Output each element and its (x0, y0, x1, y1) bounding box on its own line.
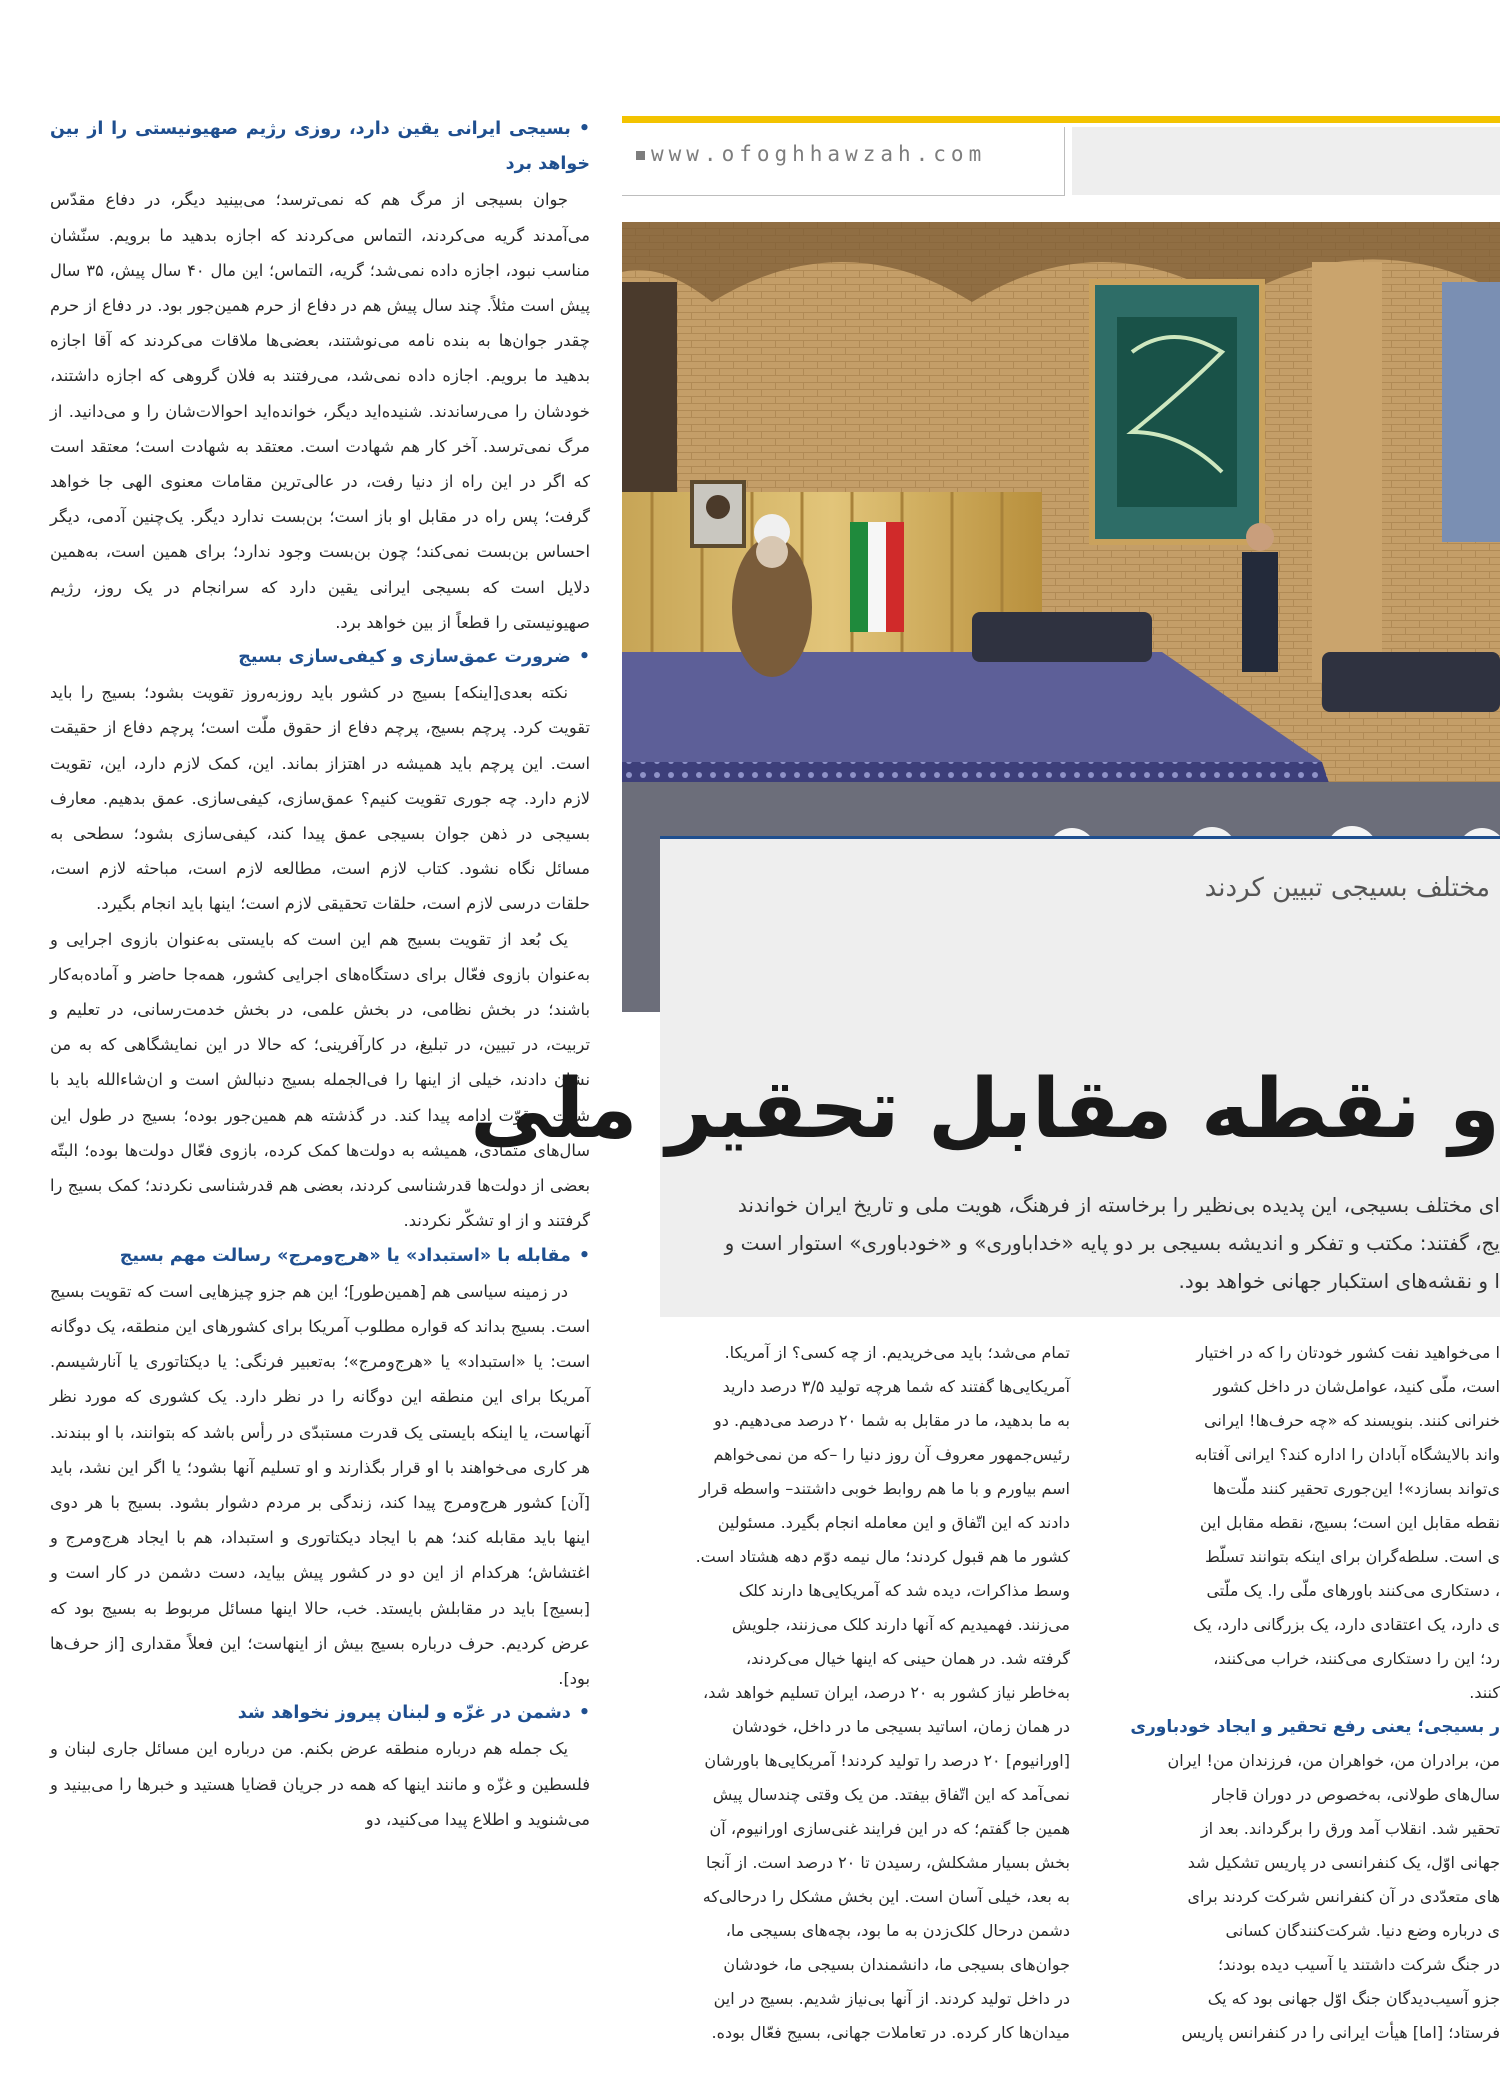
text-line: نقطه مقابل این است؛ بسیج، نقطه مقابل این (1199, 1513, 1500, 1532)
text-line: سال‌های طولانی، به‌خصوص در دوران قاجار (1212, 1785, 1500, 1804)
body-paragraph: جوان بسیجی از مرگ هم که نمی‌ترسد؛ می‌بینید دیگر، در دفاع مقدّس می‌آمدند گریه می‌کردند، التماس می‌کردند که اجازه بدهید ما برویم. سنّشان مناسب نبود، اجازه داده نمی‌شد؛ گریه، التماس؛ این مال ۴۰ سال پیش، ۳۵ سال پیش است مثلاً. چند سال پیش هم در دفاع از حرم همین‌جور بود. در دفاع از حرم چقدر جوان‌ها به بنده نامه می‌نوشتند، بعضی‌ها ملاقات می‌کردند که آقا اجازه بدهید ما برویم. اجازه داده نمی‌شد، می‌رفتند به فلان گروهی که اجازه داشتند، خودشان را می‌رساندند. شنیده‌اید دیگر، خوانده‌اید احوالات‌شان را و می‌دانید. از مرگ نمی‌ترسد. آخر کار هم شهادت است. معتقد به شهادت است؛ معتقد است که اگر در این راه از دنیا رفت، در عالی‌ترین مقامات معنوی الهی جا خواهد گرفت؛ پس راه در مقابل او باز است؛ بن‌بست ندارد دیگر. یک‌چنین آدمی، دیگر احساس بن‌بست نمی‌کند؛ چون بن‌بست وجود ندارد؛ برای همین است، به‌همین دلایل است که بسیجی ایرانی یقین دارد که سرانجام در یک روز، رژیم صهیونیستی را قطعاً از بین خواهد برد. (50, 190, 590, 632)
left-article-column (50, 112, 590, 1837)
body-paragraph: یک جمله هم درباره منطقه عرض بکنم. من درباره این مسائل جاری لبنان و فلسطین و غزّه و مانند اینها که همه در جریان قضایا هستید و خبرها را می‌بینید و می‌شنوید و اطلاع پیدا می‌کنید، دو (50, 1739, 590, 1829)
right-column-top (1110, 1336, 1500, 1710)
text-line: ، دستکاری می‌کنند باورهای ملّی را. یک ملّتی (1206, 1581, 1500, 1600)
text-line: خنرانی کنند. بنویسند که «چه حرف‌ها! ایرانی (1204, 1411, 1500, 1430)
middle-article-column (630, 1336, 1070, 2050)
section-heading (50, 1696, 590, 1731)
lede-line: یج، گفتند: مکتب و تفکر و اندیشه بسیجی بر دو پایه «خداباوری» و «خودباوری» استوار است و (724, 1231, 1500, 1255)
text-line: وسط مذاکرات، دیده شد که آمریکایی‌ها دارند کلک (738, 1581, 1070, 1600)
section-heading-text: ضرورت عمق‌سازی و کیفی‌سازی بسیج (238, 647, 571, 668)
text-line: همین جا گفتم؛ که در این فرایند غنی‌سازی اورانیوم، آن (709, 1819, 1070, 1838)
text-line: نمی‌آمد که این اتّفاق بیفتد. من یک وقتی چندسال پیش (712, 1785, 1070, 1804)
headline-subtitle: مختلف بسیجی تبیین کردند (1204, 873, 1490, 903)
text-line: کشور ما هم قبول کردند؛ مال نیمه دوّم دهه هشتاد است. (695, 1547, 1070, 1566)
right-article-column (1110, 1336, 1500, 2050)
yellow-accent-line (622, 116, 1500, 123)
text-line: میدان‌ها کار کرده. در تعاملات جهانی، بسیج فعّال بوده. (711, 2023, 1070, 2042)
text-line: ی درباره وضع دنیا. شرکت‌کنندگان کسانی (1225, 1921, 1500, 1940)
bullet-icon: • (578, 1703, 590, 1724)
text-line: به ما بدهید، ما در مقابل به شما ۲۰ درصد می‌دهیم. دو (714, 1411, 1070, 1430)
text-line: در داخل تولید کردند. از آنها بی‌نیاز شدیم. بسیج در این (713, 1989, 1070, 2008)
text-line: گرفته شد. در همان حینی که اینها خیال می‌کردند، (745, 1649, 1070, 1668)
section-heading-text: دشمن در غزّه و لبنان پیروز نخواهد شد (237, 1703, 571, 1724)
section-heading (50, 112, 590, 182)
text-line: است، ملّی کنید، عوامل‌شان در داخل کشور (1213, 1377, 1500, 1396)
text-line: جوان‌های بسیجی ما، دانشمندان بسیجی ما، خودشان (723, 1955, 1070, 1974)
text-line: ی دارد، یک اعتقادی دارد، یک بزرگانی دارد، یک (1192, 1615, 1500, 1634)
text-line: به‌خاطر نیاز کشور به ۲۰ درصد، ایران تسلیم خواهد شد، (703, 1683, 1070, 1702)
text-line: تحقیر شد. انقلاب آمد ورق را برگرداند. بعد از (1200, 1819, 1500, 1838)
text-line: بخش بسیار مشکلش، رسیدن تا ۲۰ درصد است. از آنجا (705, 1853, 1070, 1872)
text-line: در جنگ شرکت داشتند یا آسیب دیده بودند؛ (1218, 1955, 1500, 1974)
headline-lede (676, 1186, 1500, 1300)
body-paragraph: در زمینه سیاسی هم [همین‌طور]؛ این هم جزو چیزهایی است که تقویت بسیج است. بسیج بداند که قواره مطلوب آمریکا برای کشورهای این منطقه، یک دوگانه است: یا «استبداد» یا «هرج‌ومرج»؛ به‌تعبیر فرنگی: یا دیکتاتوری یا آنارشیسم. آمریکا برای این منطقه این دوگانه را در نظر دارد. یک کشوری که مورد نظر آنهاست، یا اینکه بایستی یک قدرت مستبدّی در رأس باشد که بتوانند، با او ببندند. هر کاری می‌خواهند با او قرار بگذارند و او تسلیم آنها بشود؛ یا اگر این نشد، باید [آن] کشور هرج‌ومرج پیدا کند، زندگی بر مردم دشوار بشود. بسیج با هر دوی اینها باید مقابله کند؛ هم با ایجاد دیکتاتوری و استبداد، هم با ایجاد هرج‌ومرج و اغتشاش؛ هرکدام از این دو در کشور پیش بیاید، دست دشمن در کار است و [بسیج] باید در مقابلش بایستد. خب، حالا اینها مسائل مربوط به بسیج بود که عرض کردیم. حرف درباره بسیج بیش از اینهاست؛ این فعلاً مقداری [از حرف‌ها بود]. (50, 1281, 590, 1688)
url-text: www.ofoghhawzah.com (651, 142, 987, 166)
text-line: ا می‌خواهید نفت کشور خودتان را که در اختیار (1196, 1343, 1500, 1362)
text-line: [اورانیوم] ۲۰ درصد را تولید کردند! آمریکایی‌ها باورشان (704, 1751, 1070, 1770)
right-column-heading: ر بسیجی؛ یعنی رفع تحقیر و ایجاد خودباوری (1130, 1717, 1500, 1737)
text-line: در همان زمان، اساتید بسیجی ما در داخل، خودشان (732, 1717, 1070, 1736)
header-gray-panel (1072, 127, 1500, 195)
text-line: رد؛ این را دستکاری می‌کنند، خراب می‌کنند، (1213, 1649, 1500, 1668)
body-paragraph: نکته بعدی[اینکه] بسیج در کشور باید روزبه‌روز تقویت بشود؛ بسیج را باید تقویت کرد. پرچم بسیج، پرچم دفاع از حقوق ملّت است؛ پرچم دفاع از حقیقت است. این پرچم باید همیشه در اهتزاز بماند. این، کمک لازم دارد، این، تقویت لازم دارد. چه جوری تقویت کنیم؟ عمق‌سازی، کیفی‌سازی. عمق بدهیم. معارف بسیجی در ذهن جوان بسیجی عمق پیدا کند، کیفی‌سازی بشود؛ سطحی به مسائل نگاه نشود. کتاب لازم است، مطالعه لازم است، مباحثه لازم است، حلقات درسی لازم است، حلقات تحقیقی لازم است؛ اینها باید انجام بگیرد. (50, 683, 590, 914)
section-heading (50, 640, 590, 675)
text-line: دشمن درحال کلک‌زدن به ما بود، بچه‌های بسیجی ما، (725, 1921, 1070, 1940)
text-line: آمریکایی‌ها گفتند که شما هرچه تولید ۳/۵ درصد دارید (722, 1377, 1070, 1396)
square-bullet-icon (636, 151, 645, 160)
section-heading-text: مقابله با «استبداد» یا «هرج‌ومرج» رسالت مهم بسیج (119, 1245, 571, 1266)
website-url (636, 136, 1056, 172)
text-line: های متعدّدی در آن کنفرانس شرکت کردند برای (1187, 1887, 1500, 1906)
bullet-icon: • (578, 119, 590, 139)
text-line: کنند. (1469, 1683, 1500, 1702)
text-line: جزو آسیب‌دیدگان جنگ اوّل جهانی بود که یک (1207, 1989, 1500, 2008)
text-line: ی است. سلطه‌گران برای اینکه بتوانند تسلّط (1204, 1547, 1500, 1566)
text-line: ی‌تواند بسازد»! این‌جوری تحقیر کنند ملّت‌ها (1212, 1479, 1500, 1498)
section-heading-text: بسیجی ایرانی یقین دارد، روزی رژیم صهیونیستی را از بین خواهد برد (50, 119, 590, 175)
text-line: تمام می‌شد؛ باید می‌خریدیم. از چه کسی؟ از آمریکا. (724, 1343, 1070, 1362)
section-heading (50, 1239, 590, 1274)
bullet-icon: • (578, 647, 590, 668)
lede-line: ای مختلف بسیجی، این پدیده بی‌نظیر را برخاسته از فرهنگ، هویت ملی و تاریخ ایران خواندند (737, 1193, 1500, 1217)
text-line: من، برادران من، خواهران من، فرزندان من! ایران (1167, 1751, 1500, 1770)
lede-line: ا و نقشه‌های استکبار جهانی خواهد بود. (1178, 1269, 1500, 1293)
text-line: دادند که این اتّفاق و این معامله انجام بگیرد. مسئولین (717, 1513, 1070, 1532)
body-paragraph: یک بُعد از تقویت بسیج هم این است که بایستی به‌عنوان بازوی اجرایی و به‌عنوان بازوی فعّال برای دستگاه‌های اجرایی کشور، همه‌جا حاضر و آماده‌به‌کار باشند؛ در بخش نظامی، در بخش علمی، در بخش خدمت‌رسانی، در تعلیم و تربیت، در تبیین، در تبلیغ، در کارآفرینی؛ که حالا در این نمایشگاهی که به من نشان دادند، خیلی از اینها را فی‌الجمله بسیج دنبالش است و ان‌شاءالله باید با شدّت و قوّت ادامه پیدا کند. در گذشته هم همین‌جور بوده؛ بسیج در طول این سال‌های متمادی، همیشه به دولت‌ها کمک کرده، بازوی فعّال دولت‌ها بوده؛ البتّه بعضی از دولت‌ها قدرشناسی کردند، بعضی هم قدرشناسی نکردند؛ کمک بسیج را گرفتند و از او تشکّر نکردند. (50, 929, 590, 1231)
text-line: رئیس‌جمهور معروف آن روز دنیا را –که من نمی‌خواهم (713, 1445, 1070, 1464)
text-line: جهانی اوّل، یک کنفرانسی در پاریس تشکیل شد (1187, 1853, 1500, 1872)
text-line: واند بالایشگاه آبادان را اداره کند؟ ایرانی آفتابه (1194, 1445, 1500, 1464)
text-line: به بعد، خیلی آسان است. این بخش مشکل را درحالی‌که (702, 1887, 1070, 1906)
right-column-bottom (1110, 1744, 1500, 2050)
bullet-icon: • (578, 1245, 590, 1266)
text-line: می‌زنند. فهمیدیم که آنها دارند کلک می‌زنند، جلویش (731, 1615, 1070, 1634)
headline-title: و نقطه مقابل تحقیر ملی (470, 1062, 1500, 1157)
text-line: فرستاد؛ [اما] هیأت ایرانی را در کنفرانس پاریس (1181, 2023, 1500, 2042)
text-line: اسم بیاورم و با ما هم روابط خوبی داشتند– واسطه قرار (699, 1479, 1070, 1498)
